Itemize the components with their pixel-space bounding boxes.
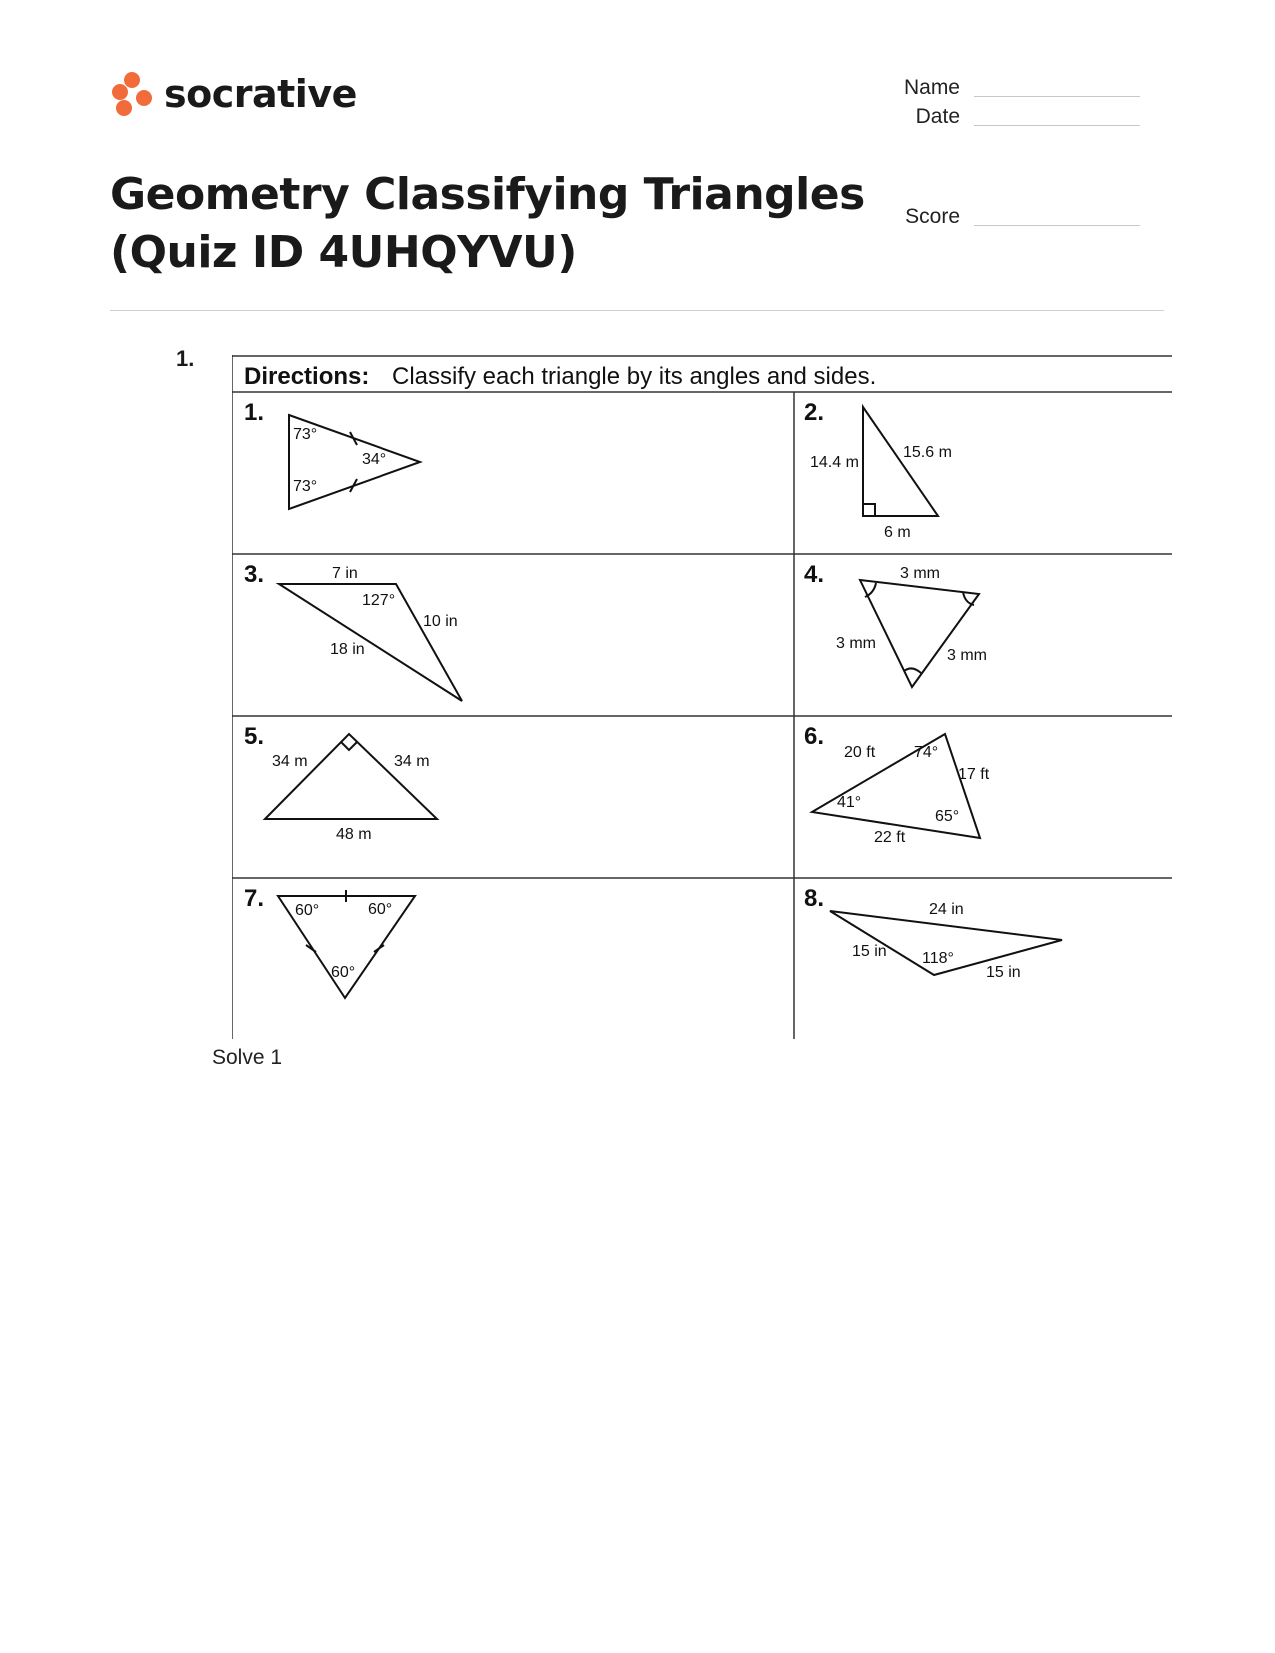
t2-label-2: 15.6 m — [903, 444, 952, 461]
problem-6-number: 6. — [804, 723, 825, 750]
quiz-title: Geometry Classifying Triangles (Quiz ID 4UHQYVU) — [110, 169, 865, 278]
t4-label-1: 3 mm — [900, 565, 940, 582]
triangle-2 — [863, 407, 938, 516]
problem-3-number: 3. — [244, 561, 265, 588]
name-line[interactable] — [974, 95, 1140, 97]
date-line[interactable] — [974, 124, 1140, 126]
directions-label: Directions: — [244, 363, 370, 390]
socrative-logo — [110, 70, 357, 118]
t7-label-1: 60° — [295, 902, 320, 919]
directions-text: Classify each triangle by its angles and sides. — [392, 363, 877, 390]
problem-2-number: 2. — [804, 399, 825, 426]
t6-label-6: 22 ft — [874, 829, 906, 846]
t7-label-2: 60° — [368, 901, 393, 918]
t4-label-3: 3 mm — [947, 647, 987, 664]
header-divider — [110, 310, 1164, 311]
t3-label-4: 18 in — [330, 641, 365, 658]
t1-label-2: 34° — [362, 451, 387, 468]
hexagon-logo-icon — [110, 70, 154, 118]
t3-label-3: 10 in — [423, 613, 458, 630]
t8-label-3: 118° — [922, 950, 954, 967]
brand-name: socrative — [164, 72, 357, 116]
t4-label-2: 3 mm — [836, 635, 876, 652]
problem-4-number: 4. — [804, 561, 825, 588]
t5-label-2: 34 m — [394, 753, 430, 770]
name-label: Name — [903, 76, 960, 99]
t3-label-2: 127° — [362, 592, 396, 609]
problem-7-number: 7. — [244, 885, 265, 912]
problem-8-number: 8. — [804, 885, 825, 912]
t1-label-3: 73° — [293, 478, 318, 495]
score-line[interactable] — [974, 224, 1140, 226]
t1-label-1: 73° — [293, 426, 318, 443]
t8-label-4: 15 in — [986, 964, 1021, 981]
name-field[interactable] — [860, 76, 1140, 100]
t8-label-1: 24 in — [929, 901, 964, 918]
t8-label-2: 15 in — [852, 943, 887, 960]
t6-label-2: 74° — [914, 744, 939, 761]
question-number: 1. — [176, 346, 195, 371]
problem-5-number: 5. — [244, 723, 265, 750]
t2-label-3: 6 m — [884, 524, 911, 541]
date-field[interactable] — [860, 105, 1140, 129]
t6-label-4: 41° — [837, 794, 862, 811]
t7-label-3: 60° — [331, 964, 356, 981]
problem-1-number: 1. — [244, 399, 265, 426]
t6-label-5: 65° — [935, 808, 960, 825]
t5-label-3: 48 m — [336, 826, 372, 843]
t6-label-3: 17 ft — [958, 766, 990, 783]
score-field[interactable] — [860, 205, 1140, 229]
t5-label-1: 34 m — [272, 753, 308, 770]
t3-label-1: 7 in — [332, 565, 358, 582]
triangle-worksheet — [232, 355, 1172, 1039]
question-prompt: Solve 1 — [212, 1046, 283, 1069]
t6-label-1: 20 ft — [844, 744, 876, 761]
t2-label-1: 14.4 m — [810, 454, 859, 471]
score-label: Score — [905, 205, 960, 228]
date-label: Date — [915, 105, 960, 128]
